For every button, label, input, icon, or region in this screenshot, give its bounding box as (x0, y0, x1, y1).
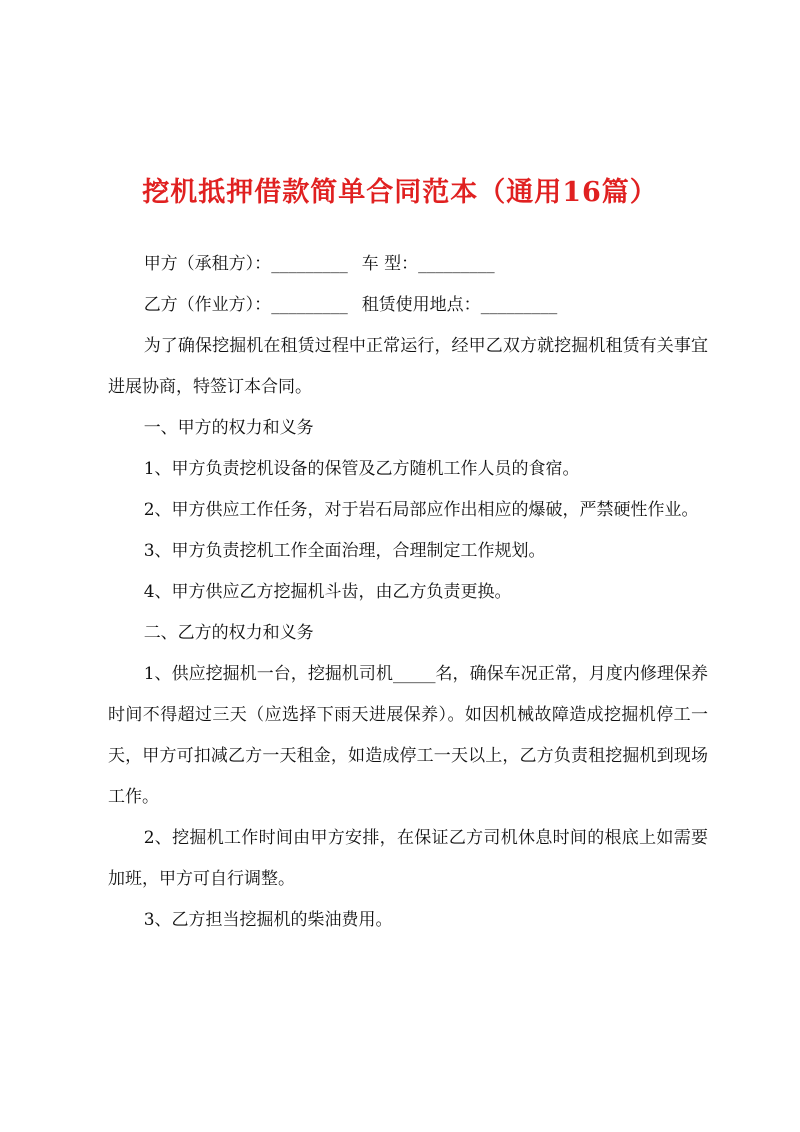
section-1-heading: 一、甲方的权力和义务 (143, 418, 314, 438)
party-a-blank: _________ (271, 254, 348, 274)
party-b-line (108, 285, 708, 326)
section-1-item: 3、甲方负责挖机工作全面治理，合理制定工作规划。 (143, 541, 546, 561)
party-a-line (108, 244, 708, 285)
location-blank: _________ (480, 295, 558, 315)
party-b-label: 乙方（作业方）： (143, 295, 272, 315)
section-2-item: 3、乙方担当挖掘机的柴油费用。 (143, 910, 393, 930)
vehicle-type-label: 车 型： (361, 254, 419, 274)
section-2-item: 1、供应挖掘机一台，挖掘机司机_____名，确保车况正常，月度内修理保养时间不得超过三天（应选择下雨天进展保养）。如因机械故障造成挖掘机停工一天，甲方可扣减乙方一天租金，如造成停工一天以上，乙方负责租挖掘机到现场工作。 (108, 664, 708, 807)
document-body (108, 244, 708, 941)
section-1-item: 1、甲方负责挖机设备的保管及乙方随机工作人员的食宿。 (143, 459, 580, 479)
location-label: 租赁使用地点： (361, 295, 481, 315)
party-b-blank: _________ (271, 295, 348, 315)
section-1-item: 2、甲方供应工作任务，对于岩石局部应作出相应的爆破，严禁硬性作业。 (143, 500, 699, 520)
document-title: 挖机抵押借款简单合同范本（通用16篇） (142, 177, 658, 208)
section-2-heading: 二、乙方的权力和义务 (143, 623, 314, 643)
vehicle-type-blank: _________ (418, 254, 495, 274)
section-2-item: 2、挖掘机工作时间由甲方安排，在保证乙方司机休息时间的根底上如需要加班，甲方可自行调整。 (108, 828, 708, 889)
section-1-item: 4、甲方供应乙方挖掘机斗齿，由乙方负责更换。 (143, 582, 512, 602)
party-a-label: 甲方（承租方）： (143, 254, 272, 274)
intro-paragraph: 为了确保挖掘机在租赁过程中正常运行，经甲乙双方就挖掘机租赁有关事宜进展协商，特签订本合同。 (108, 336, 708, 397)
